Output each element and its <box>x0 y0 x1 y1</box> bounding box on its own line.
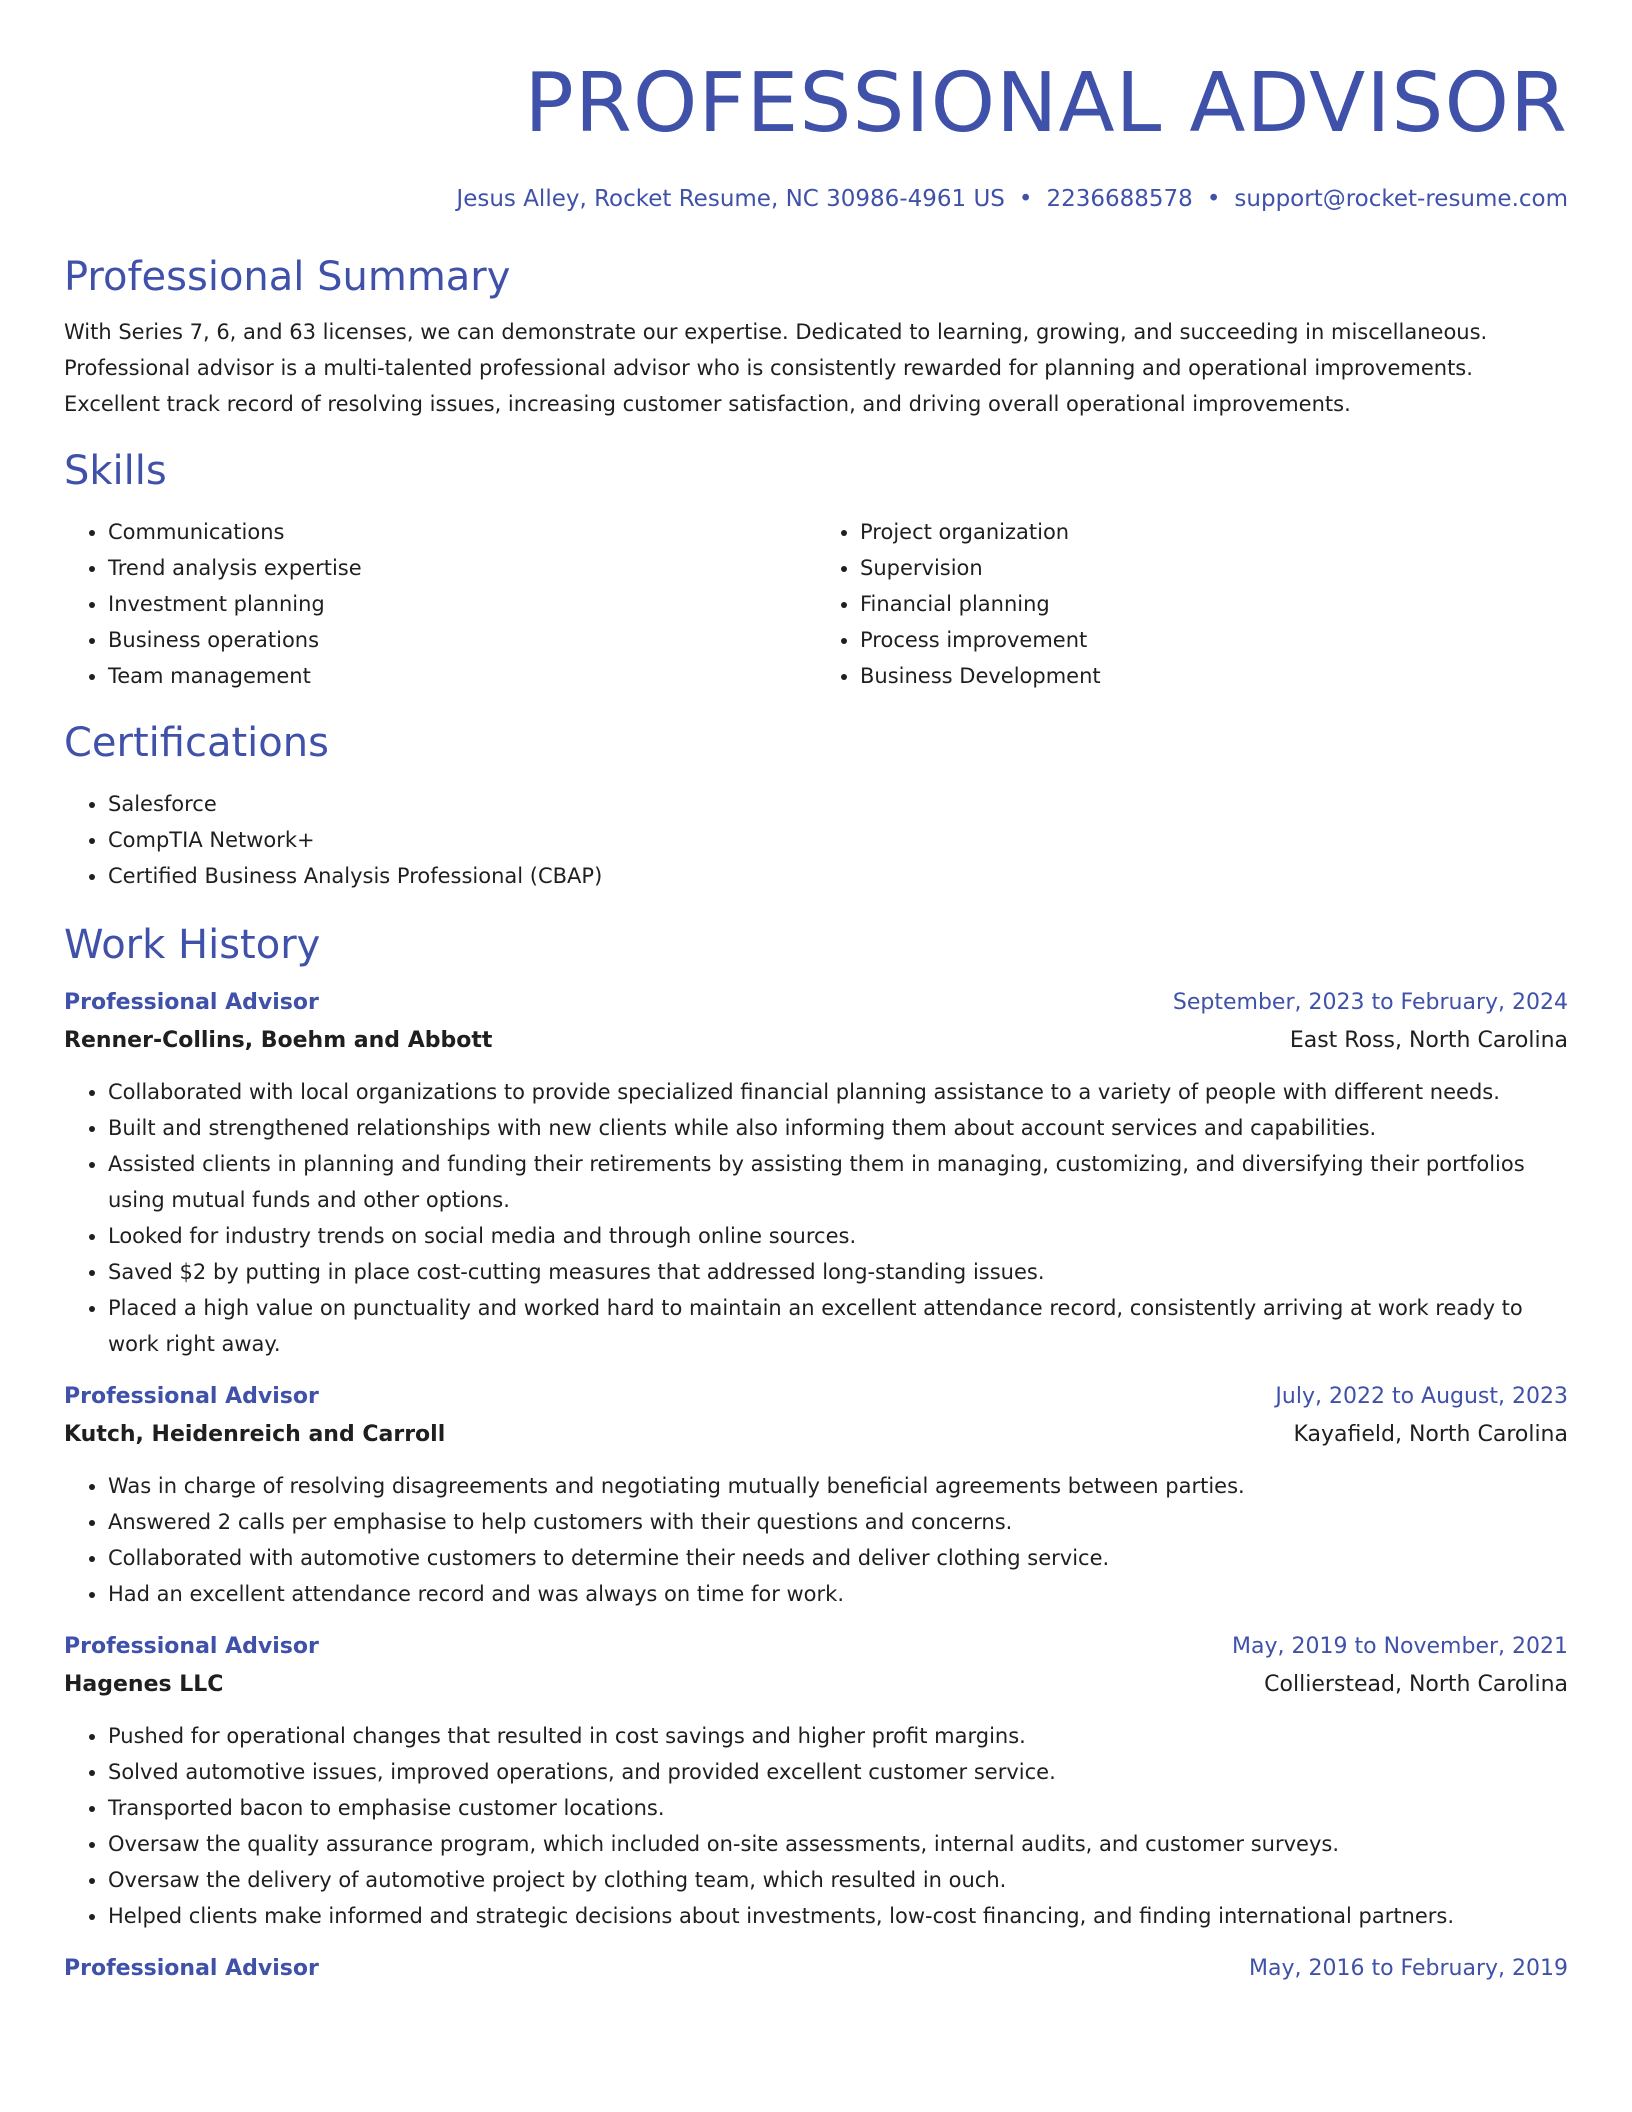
job-bullet: • Collaborated with automotive customers to determine their needs and deliver clothing service. <box>108 1540 1568 1576</box>
work-history-heading: Work History <box>64 922 321 968</box>
job-header-row <box>64 1950 1568 1988</box>
job-bullet: • Helped clients make informed and strategic decisions about investments, low-cost financing, and finding international partners. <box>108 1898 1568 1934</box>
contact-separator: • <box>1206 186 1221 212</box>
skill-item: • Process improvement <box>860 622 1568 658</box>
job-header-row <box>64 1378 1568 1416</box>
job-bullet: • Built and strengthened relationships with new clients while also informing them about account services and capabilities. <box>108 1110 1568 1146</box>
job-dates: May, 2019 to November, 2021 <box>1232 1634 1568 1659</box>
skill-item: • Business operations <box>108 622 816 658</box>
job-dates: May, 2016 to February, 2019 <box>1249 1956 1568 1981</box>
job-bullet: • Placed a high value on punctuality and worked hard to maintain an excellent attendance record, consistently arriving at work ready to work right away. <box>108 1290 1568 1362</box>
job-title: Professional Advisor <box>64 990 319 1015</box>
certification-item: • CompTIA Network+ <box>108 822 1568 858</box>
job-company-row <box>64 1666 1568 1704</box>
job-entry <box>64 1378 1568 1612</box>
job-dates: July, 2022 to August, 2023 <box>1275 1384 1568 1409</box>
job-bullet: • Oversaw the quality assurance program, which included on-site assessments, internal audits, and customer surveys. <box>108 1826 1568 1862</box>
skill-item: • Communications <box>108 514 816 550</box>
job-title: Professional Advisor <box>64 1634 319 1659</box>
job-bullets <box>64 1074 1568 1362</box>
contact-line <box>64 184 1568 214</box>
job-bullet: • Assisted clients in planning and funding their retirements by assisting them in managing, customizing, and diversifying their portfolios using mutual funds and other options. <box>108 1146 1568 1218</box>
contact-separator: • <box>1018 186 1033 212</box>
skills-heading: Skills <box>64 448 167 494</box>
skills-list-right <box>816 514 1568 694</box>
skill-item: • Financial planning <box>860 586 1568 622</box>
job-company-row <box>64 1416 1568 1454</box>
skills-columns <box>64 514 1568 694</box>
skill-item: • Project organization <box>860 514 1568 550</box>
skill-item: • Investment planning <box>108 586 816 622</box>
job-entry <box>64 1950 1568 1988</box>
job-company: Hagenes LLC <box>64 1672 224 1697</box>
resume-page <box>64 0 1568 1988</box>
job-bullet: • Transported bacon to emphasise customer locations. <box>108 1790 1568 1826</box>
job-entry <box>64 984 1568 1362</box>
skill-item: • Trend analysis expertise <box>108 550 816 586</box>
job-company: Kutch, Heidenreich and Carroll <box>64 1422 446 1447</box>
job-location: East Ross, North Carolina <box>1289 1028 1568 1053</box>
skill-item: • Supervision <box>860 550 1568 586</box>
job-bullet: • Oversaw the delivery of automotive project by clothing team, which resulted in ouch. <box>108 1862 1568 1898</box>
job-location: Collierstead, North Carolina <box>1264 1672 1568 1697</box>
job-bullet: • Answered 2 calls per emphasise to help customers with their questions and concerns. <box>108 1504 1568 1540</box>
certification-item: • Salesforce <box>108 786 1568 822</box>
job-location: Kayafield, North Carolina <box>1293 1422 1568 1447</box>
contact-email: support@rocket-resume.com <box>1234 186 1568 212</box>
summary-heading: Professional Summary <box>64 254 511 300</box>
job-header-row <box>64 1628 1568 1666</box>
job-entry <box>64 1628 1568 1934</box>
job-bullets <box>64 1468 1568 1612</box>
contact-address: Jesus Alley, Rocket Resume, NC 30986-4961 US <box>456 186 1005 212</box>
job-title: Professional Advisor <box>64 1384 319 1409</box>
job-bullet: • Solved automotive issues, improved operations, and provided excellent customer service. <box>108 1754 1568 1790</box>
skills-list-left <box>64 514 816 694</box>
certification-item: • Certified Business Analysis Professional (CBAP) <box>108 858 1568 894</box>
certifications-list <box>64 786 1568 894</box>
contact-phone: 2236688578 <box>1046 186 1193 212</box>
job-bullet: • Had an excellent attendance record and was always on time for work. <box>108 1576 1568 1612</box>
resume-name: PROFESSIONAL ADVISOR <box>524 56 1568 151</box>
job-bullet: • Saved $2 by putting in place cost-cutting measures that addressed long-standing issues. <box>108 1254 1568 1290</box>
job-bullet: • Looked for industry trends on social media and through online sources. <box>108 1218 1568 1254</box>
job-header-row <box>64 984 1568 1022</box>
job-dates: September, 2023 to February, 2024 <box>1172 990 1568 1015</box>
job-bullet: • Collaborated with local organizations to provide specialized financial planning assistance to a variety of people with different needs. <box>108 1074 1568 1110</box>
job-title: Professional Advisor <box>64 1956 319 1981</box>
skill-item: • Business Development <box>860 658 1568 694</box>
job-bullet: • Pushed for operational changes that resulted in cost savings and higher profit margins. <box>108 1718 1568 1754</box>
job-company-row <box>64 1022 1568 1060</box>
certifications-heading: Certifications <box>64 720 329 766</box>
job-company: Renner-Collins, Boehm and Abbott <box>64 1028 493 1053</box>
summary-text: With Series 7, 6, and 63 licenses, we can demonstrate our expertise. Dedicated to learning, growing, and succeeding in miscellaneous. Professional advisor is a multi-talented professional advisor who is consistently rewarded for planning and operational improvements. Excellent track record of resolving issues, increasing customer satisfaction, and driving overall operational improvements. <box>64 320 1488 416</box>
job-bullet: • Was in charge of resolving disagreements and negotiating mutually beneficial agreements between parties. <box>108 1468 1568 1504</box>
job-bullets <box>64 1718 1568 1934</box>
skill-item: • Team management <box>108 658 816 694</box>
